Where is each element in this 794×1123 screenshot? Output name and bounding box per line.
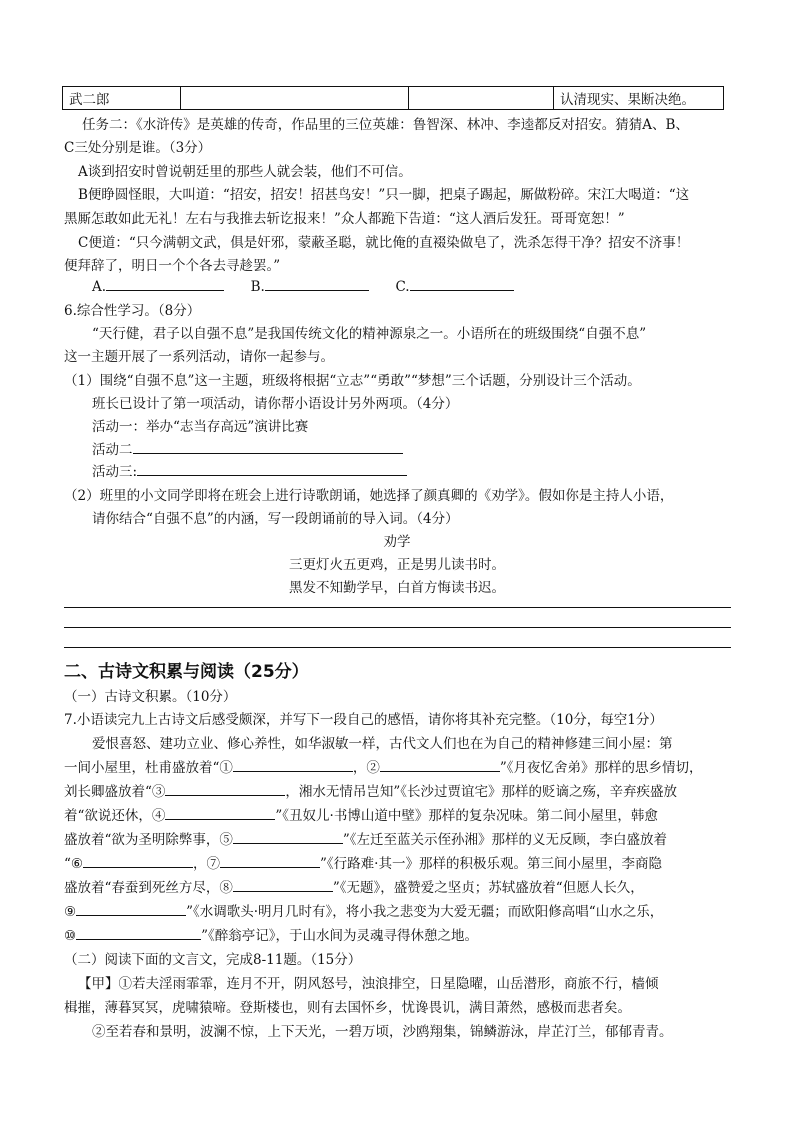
- table-cell: [181, 87, 409, 110]
- answer-line[interactable]: [64, 607, 731, 608]
- reading-line2: 楫摧，薄暮冥冥，虎啸猿啼。登斯楼也，则有去国怀乡，忧谗畏讥，满目萧然，感极而悲者矣。: [64, 1000, 631, 1016]
- text: ，⑦: [193, 856, 221, 872]
- section-title: 二、古诗文积累与阅读（25分）: [64, 662, 309, 682]
- q6-intro1: “天行健，君子以自强不息”是我国传统文化的精神源泉之一。小语所在的班级围绕“自强不息”: [92, 326, 647, 342]
- text: ”《月夜忆舍弟》那样的思乡情切，: [499, 760, 703, 776]
- text: ”《醉翁亭记》，于山水间为灵魂寻得休憩之地。: [201, 928, 479, 944]
- activity-1: 活动一：举办“志当存高远”演讲比赛: [92, 419, 309, 435]
- q7-line2: [64, 756, 703, 776]
- subsection-2: （二）阅读下面的文言文，完成8-11题。（15分）: [64, 952, 362, 968]
- q6-part2-line1: （2）班里的小文同学即将在班会上进行诗歌朗诵，她选择了颜真卿的《劝学》。假如你是主持人小语，: [64, 488, 674, 504]
- text: ”《水调歌头·明月几时有》，将小我之悲变为大爱无疆；而欧阳修高唱“山水之乐，: [186, 904, 664, 920]
- table-row: [63, 87, 724, 110]
- q7-line7: [64, 876, 644, 896]
- task2-c2: 便拜辞了，明日一个个各去寻趁罢。”: [64, 258, 281, 274]
- q7-line1: 爱恨喜怒、建功立业、修心养性，如华淑敏一样，古代文人们也在为自己的精神修建三间小屋：第: [92, 736, 673, 752]
- q6-title: 6.综合性学习。（8分）: [64, 303, 201, 319]
- text: 着“欲说还休，④: [64, 808, 166, 824]
- q7-line3: [64, 780, 677, 800]
- answer-b-blank[interactable]: [265, 276, 369, 291]
- activity-2-label: 活动二: [92, 442, 133, 458]
- blank-1[interactable]: [233, 757, 353, 772]
- q6-part1-line2: 班长已设计了第一项活动，请你帮小语设计另外两项。（4分）: [92, 396, 459, 412]
- table-cell: 认清现实、果断决绝。: [554, 87, 724, 110]
- text: ”《丑奴儿·书博山道中壁》那样的复杂况味。第二间小屋里，韩愈: [275, 808, 658, 824]
- answer-line[interactable]: [64, 627, 731, 628]
- blank-2[interactable]: [380, 757, 500, 772]
- reading-line3: ②至若春和景明，波澜不惊，上下天光，一碧万顷，沙鸥翔集，锦鳞游泳，岸芷汀兰，郁郁青青。: [92, 1024, 673, 1040]
- task2-b2: 黑厮怎敢如此无礼！左右与我推去斩讫报来！”众人都跪下告道：“这人酒后发狂。哥哥宽恕！”: [64, 211, 625, 227]
- activity-2-blank[interactable]: [133, 439, 403, 454]
- task2-b1: B便睁圆怪眼，大叫道：“招安，招安！招甚鸟安！”只一脚，把桌子踢起，厮做粉碎。宋江大喝道：“这: [78, 187, 690, 203]
- answer-a-blank[interactable]: [106, 276, 224, 291]
- activity-3-label: 活动三:: [92, 464, 138, 480]
- text: 盛放着“欲为圣明除弊事，⑤: [64, 832, 233, 848]
- blank-7[interactable]: [220, 853, 320, 868]
- table-cell: [409, 87, 554, 110]
- table-cell-name: 武二郎: [63, 87, 181, 110]
- text: ⑨: [64, 904, 77, 920]
- task2-a: A谈到招安时曾说朝廷里的那些人就会装，他们不可信。: [78, 164, 412, 180]
- text: 刘长卿盛放着“③: [64, 784, 166, 800]
- character-table: [62, 86, 724, 110]
- blank-8[interactable]: [233, 877, 333, 892]
- answer-a-label: A.: [92, 279, 107, 295]
- activity-2: [92, 438, 403, 458]
- q7-line4: [64, 804, 658, 824]
- q7-title: 7.小语读完九上古诗文后感受颇深，并写下一段自己的感悟，请你将其补充完整。（10分，每空1分）: [64, 712, 663, 728]
- answer-c-blank[interactable]: [410, 276, 514, 291]
- q6-part1-line1: （1）围绕“自强不息”这一主题，班级将根据“立志”“勇敢”“梦想”三个话题，分别设计三个活动。: [64, 373, 641, 389]
- text: ，湘水无情吊岂知”《长沙过贾谊宅》那样的贬谪之殇，辛弃疾盛放: [285, 784, 678, 800]
- answer-c-label: C.: [395, 279, 410, 295]
- answer-b-label: B.: [250, 279, 265, 295]
- text: 盛放着“春蚕到死丝方尽，⑧: [64, 880, 233, 896]
- reading-line1: 【甲】①若夫淫雨霏霏，连月不开，阴风怒号，浊浪排空，日星隐曜，山岳潜形，商旅不行，樯倾: [78, 976, 659, 992]
- q7-line5: [64, 828, 667, 848]
- poem-title: 劝学: [383, 534, 411, 550]
- text: ，②: [352, 760, 380, 776]
- activity-3-blank[interactable]: [137, 461, 407, 476]
- text: “⑥: [64, 856, 84, 872]
- q6-intro2: 这一主题开展了一系列活动，请你一起参与。: [64, 349, 334, 365]
- text: ⑩: [64, 928, 77, 944]
- blank-4[interactable]: [165, 805, 275, 820]
- q6-part2-line2: 请你结合“自强不息”的内涵，写一段朗诵前的导入词。（4分）: [92, 511, 459, 527]
- blank-10[interactable]: [76, 925, 201, 940]
- answer-blanks: [92, 276, 514, 295]
- blank-9[interactable]: [76, 901, 186, 916]
- poem-line-2: 黑发不知勤学早，白首方悔读书迟。: [289, 580, 505, 596]
- text: ”《行路难·其一》那样的积极乐观。第三间小屋里，李商隐: [320, 856, 662, 872]
- q7-line8: [64, 900, 663, 920]
- blank-5[interactable]: [233, 829, 343, 844]
- subsection-1: （一）古诗文积累。（10分）: [64, 689, 237, 705]
- q7-line6: [64, 852, 662, 872]
- text: ”《左迁至蓝关示侄孙湘》那样的义无反顾，李白盛放着: [342, 832, 668, 848]
- task2-line1: 任务二：《水浒传》是英雄的传奇，作品里的三位英雄：鲁智深、林冲、李逵都反对招安。猜猜A、B、: [82, 117, 689, 133]
- q7-line9: [64, 924, 478, 944]
- blank-6[interactable]: [83, 853, 193, 868]
- blank-3[interactable]: [165, 781, 285, 796]
- task2-line2: C三处分别是谁。（3分）: [64, 140, 212, 156]
- activity-3: [92, 460, 407, 480]
- text: ”《无题》，盛赞爱之坚贞；苏轼盛放着“但愿人长久，: [332, 880, 644, 896]
- task2-c1: C便道：“只今满朝文武，俱是奸邪，蒙蔽圣聪，就比俺的直裰染做皂了，洗杀怎得干净？招安不济事！: [78, 235, 690, 251]
- answer-line[interactable]: [64, 647, 731, 648]
- text: 一间小屋里，杜甫盛放着“①: [64, 760, 233, 776]
- poem-line-1: 三更灯火五更鸡，正是男儿读书时。: [289, 557, 505, 573]
